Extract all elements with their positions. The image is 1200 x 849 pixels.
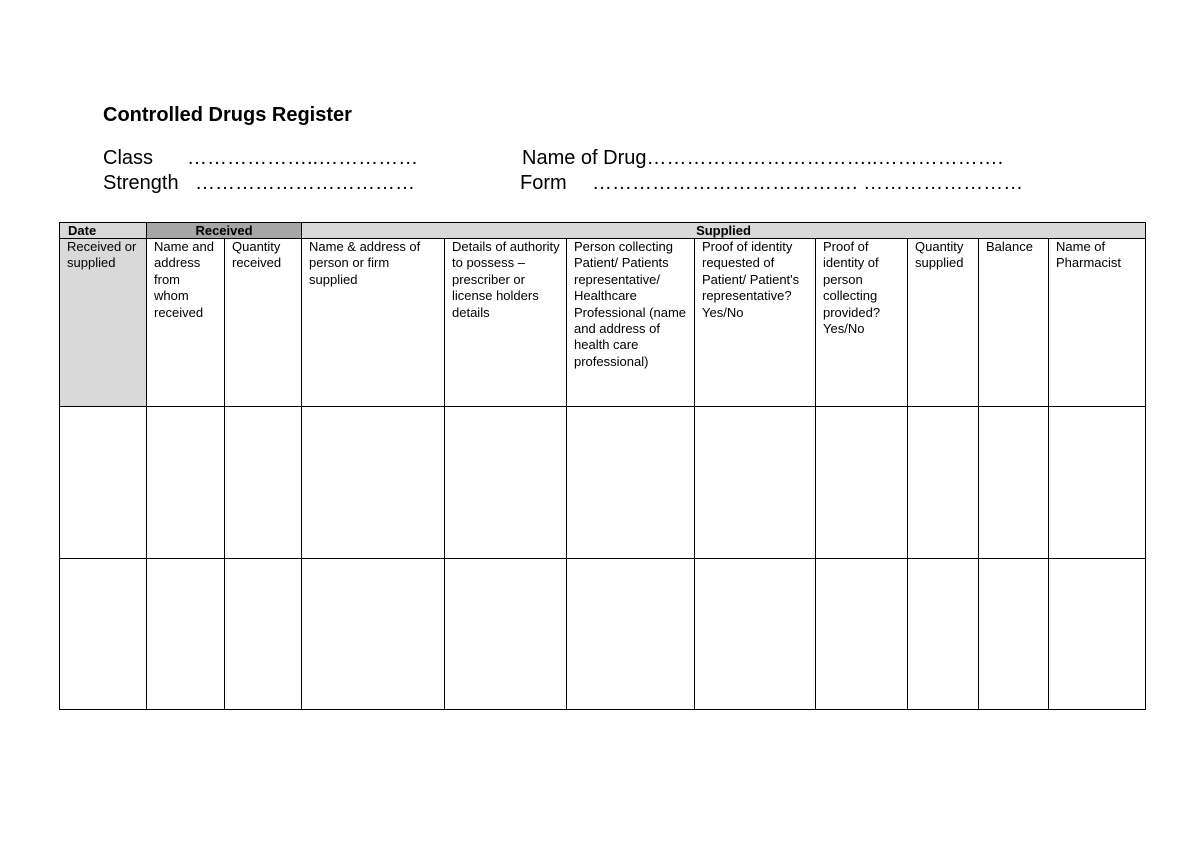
register-table <box>59 222 1146 710</box>
col-header-quantity-received: Quantity received <box>225 239 302 407</box>
form-label: Form <box>520 172 567 194</box>
drug-name-label: Name of Drug <box>522 147 647 169</box>
table-cell[interactable] <box>816 559 908 710</box>
strength-value-line[interactable]: …………………………… <box>195 172 415 194</box>
table-cell[interactable] <box>567 559 695 710</box>
table-cell[interactable] <box>225 559 302 710</box>
col-header-pharmacist: Name of Pharmacist <box>1049 239 1146 407</box>
table-cell[interactable] <box>695 407 816 559</box>
table-row <box>60 407 1146 559</box>
date-group-header: Date <box>60 223 147 239</box>
col-header-received-or-supplied: Received or supplied <box>60 239 147 407</box>
table-cell[interactable] <box>445 559 567 710</box>
table-cell[interactable] <box>302 407 445 559</box>
table-cell[interactable] <box>60 407 147 559</box>
table-cell[interactable] <box>225 407 302 559</box>
drug-name-value-line[interactable]: ……………………………..………………. <box>646 147 1004 169</box>
col-header-supplied-to: Name & address of person or firm supplied <box>302 239 445 407</box>
column-header-row <box>60 239 1146 407</box>
col-header-quantity-supplied: Quantity supplied <box>908 239 979 407</box>
class-label: Class <box>103 147 154 169</box>
table-cell[interactable] <box>147 407 225 559</box>
page-title: Controlled Drugs Register <box>103 104 352 126</box>
table-row <box>60 559 1146 710</box>
col-header-balance: Balance <box>979 239 1049 407</box>
group-header-row <box>60 223 1146 239</box>
class-value-line[interactable]: ………………..…………… <box>187 147 419 169</box>
class-field <box>103 146 418 170</box>
table-cell[interactable] <box>567 407 695 559</box>
table-cell[interactable] <box>302 559 445 710</box>
table-cell[interactable] <box>1049 407 1146 559</box>
col-header-authority-details: Details of authority to possess – prescriber or license holders details <box>445 239 567 407</box>
table-cell[interactable] <box>695 559 816 710</box>
table-cell[interactable] <box>908 559 979 710</box>
table-cell[interactable] <box>979 407 1049 559</box>
drug-name-field <box>522 146 1003 170</box>
col-header-person-collecting: Person collecting Patient/ Patients representative/ Healthcare Professional (name and address of health care professional) <box>567 239 695 407</box>
col-header-proof-provided: Proof of identity of person collecting provided? Yes/No <box>816 239 908 407</box>
col-header-proof-requested: Proof of identity requested of Patient/ Patient's representative? Yes/No <box>695 239 816 407</box>
table-cell[interactable] <box>147 559 225 710</box>
form-value-line[interactable]: …………………………………. …………………… <box>592 172 1024 194</box>
strength-label: Strength <box>103 172 179 194</box>
table-cell[interactable] <box>979 559 1049 710</box>
table-cell[interactable] <box>1049 559 1146 710</box>
table-cell[interactable] <box>816 407 908 559</box>
col-header-received-from: Name and address from whom received <box>147 239 225 407</box>
form-field <box>520 171 1023 195</box>
table-cell[interactable] <box>445 407 567 559</box>
strength-field <box>103 171 415 195</box>
table-cell[interactable] <box>60 559 147 710</box>
received-group-header: Received <box>147 223 302 239</box>
supplied-group-header: Supplied <box>302 223 1146 239</box>
table-cell[interactable] <box>908 407 979 559</box>
